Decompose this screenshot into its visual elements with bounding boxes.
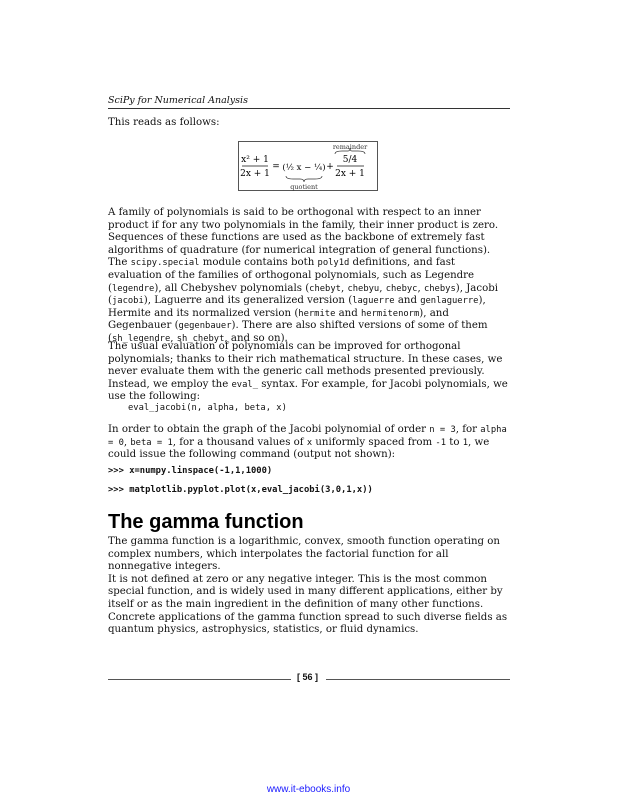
- orthogonal-polynomials-paragraph: A family of polynomials is said to be orthogonal with respect to an inner product if for any two polynomials in the family, their inner product is zero. Sequences of these functions are used as the backbone of extremely fast algorithms of quadrature (for numerical integration of general functions). The scipy.special module contains both poly1d definitions, and fast evaluation of the families of orthogonal polynomials, such as Legendre (legendre), all Chebyshev polynomials (chebyt, chebyu, chebyc, chebys), Jacobi (jacobi), Laguerre and its generalized version (laguerre and genlaguerre), Hermite and its normalized version (hermite and hermitenorm), and Gegenbauer (gegenbauer). There are also shifted versions of some of them (sh_legendre, sh_chebyt, and so on).: [108, 207, 499, 344]
- equals-sign: =: [272, 162, 280, 172]
- quotient-expression: (½ x − ¼): [282, 163, 326, 173]
- website-link[interactable]: www.it-ebooks.info: [266, 784, 351, 795]
- code-eval-jacobi: eval_jacobi(n, alpha, beta, x): [128, 403, 287, 413]
- intro-text: This reads as follows:: [108, 117, 220, 128]
- footer-rule-right: [326, 679, 510, 680]
- footer-rule-left: [108, 679, 291, 680]
- plus-sign: +: [326, 162, 334, 172]
- lhs-denominator: 2x + 1: [240, 169, 270, 179]
- remainder-label: remainder: [332, 143, 368, 151]
- code-plot: >>> matplotlib.pyplot.plot(x,eval_jacobi(3,0,1,x)): [108, 485, 373, 495]
- gamma-function-paragraph: The gamma function is a logarithmic, convex, smooth function operating on complex numbers, which interpolates the factorial function for all nonnegative integers. It is not defined at zero or any negative integer. This is the most common special function, and is widely used in many different applications, either by itself or as the main ingredient in the definition of many other functions. Concrete applications of the gamma function spread to such diverse fields as quantum physics, astrophysics, statistics, or fluid dynamics.: [108, 536, 508, 636]
- page-number: [ 56 ]: [297, 672, 319, 682]
- code-linspace: >>> x=numpy.linspace(-1,1,1000): [108, 466, 273, 476]
- lhs-numerator: x² + 1: [241, 155, 269, 165]
- quotient-brace: [286, 176, 322, 182]
- formula-image: [238, 141, 378, 191]
- jacobi-graph-paragraph: In order to obtain the graph of the Jacobi polynomial of order n = 3, for alpha = 0, beta = 1, for a thousand values of x uniformly spaced from -1 to 1, we could issue the following command (output not shown):: [108, 424, 507, 461]
- section-heading: The gamma function: [108, 511, 304, 533]
- eval-syntax-paragraph: The usual evaluation of polynomials can be improved for orthogonal polynomials; thanks to their rich mathematical structure. In these cases, we never evaluate them with the generic call methods presented previously. Instead, we employ the eval_ syntax. For example, for Jacobi polynomials, we use the following:: [108, 341, 508, 403]
- quotient-label: quotient: [290, 183, 318, 191]
- remainder-numerator: 5/4: [342, 155, 358, 165]
- header-rule: [108, 108, 510, 109]
- running-header: SciPy for Numerical Analysis: [108, 95, 248, 106]
- remainder-denominator: 2x + 1: [335, 169, 365, 179]
